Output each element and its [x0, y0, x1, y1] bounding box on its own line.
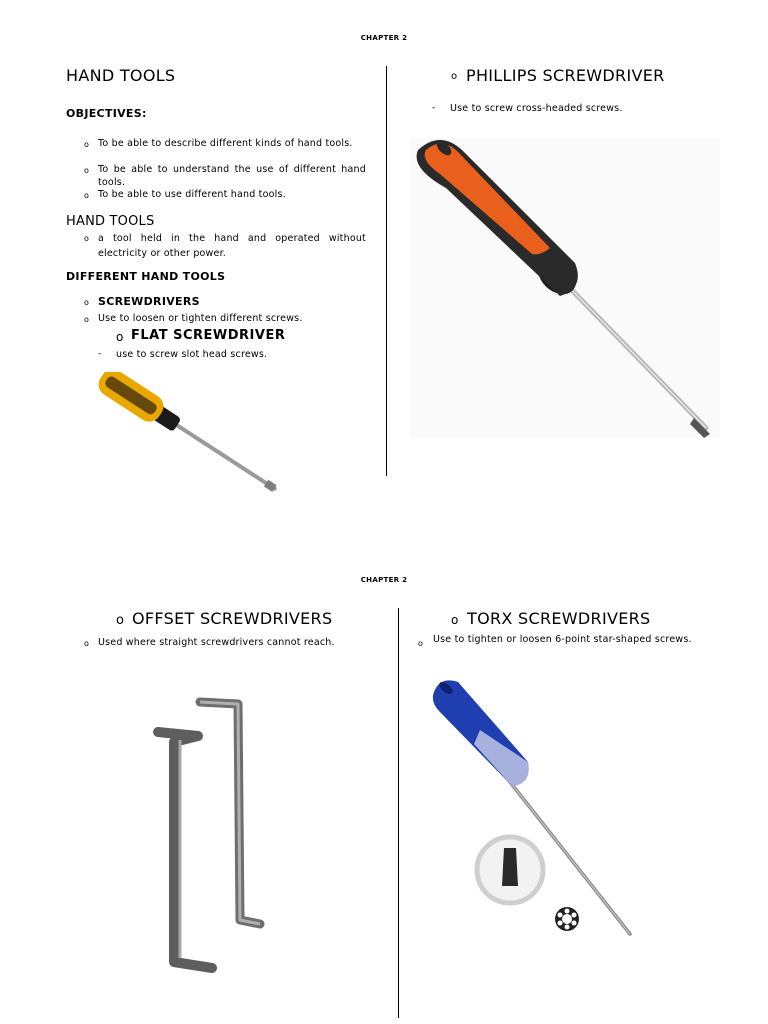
hand-tools-definition: a tool held in the hand and operated without electricity or other power. — [98, 233, 366, 259]
column-divider — [386, 66, 387, 476]
phillips-screwdriver-heading: PHILLIPS SCREWDRIVER — [466, 66, 665, 85]
page-title: HAND TOOLS — [66, 66, 176, 85]
bullet-icon: o — [84, 166, 89, 175]
objective-item-3: To be able to use different hand tools. — [98, 189, 286, 200]
document-page-2 — [0, 512, 768, 1024]
torx-screwdrivers-description: Use to tighten or loosen 6-point star-shaped screws. — [433, 634, 692, 645]
offset-screwdriver-image — [150, 692, 270, 982]
torx-screwdriver-image — [420, 672, 660, 952]
objective-item-2: To be able to understand the use of different hand tools. — [98, 164, 366, 188]
flat-screwdriver-description: use to screw slot head screws. — [116, 349, 268, 360]
different-hand-tools-heading: DIFFERENT HAND TOOLS — [66, 270, 226, 283]
offset-screwdrivers-description: Used where straight screwdrivers cannot reach. — [98, 637, 335, 648]
screwdrivers-description: Use to loosen or tighten different screws. — [98, 313, 303, 324]
dash-icon: - — [432, 103, 436, 113]
chapter-label: CHAPTER 2 — [360, 576, 408, 584]
dash-icon: - — [98, 349, 102, 359]
offset-driver-back-highlight — [200, 702, 260, 924]
screwdrivers-heading: SCREWDRIVERS — [98, 295, 200, 308]
chapter-label: CHAPTER 2 — [360, 34, 408, 42]
phillips-screwdriver-description: Use to screw cross-headed screws. — [450, 103, 623, 114]
hand-tools-heading: HAND TOOLS — [66, 214, 155, 229]
bullet-icon: o — [84, 639, 89, 648]
objective-item-1: To be able to describe different kinds of hand tools. — [98, 138, 353, 149]
flat-shaft — [174, 423, 277, 492]
phillips-screwdriver-image — [400, 128, 730, 448]
bullet-icon: o — [84, 234, 89, 243]
bullet-icon: o — [84, 315, 89, 324]
torx-bit-closeup-tip — [502, 848, 518, 886]
torx-screwdrivers-heading: TORX SCREWDRIVERS — [467, 609, 651, 628]
bullet-icon: o — [451, 71, 458, 82]
offset-driver-front — [158, 732, 212, 968]
column-divider — [398, 608, 399, 1018]
bullet-icon: o — [84, 191, 89, 200]
offset-driver-back — [200, 702, 260, 924]
bullet-icon: o — [116, 330, 124, 344]
offset-screwdrivers-heading: OFFSET SCREWDRIVERS — [132, 609, 333, 628]
objectives-heading: OBJECTIVES: — [66, 107, 147, 120]
bullet-icon: o — [84, 140, 89, 149]
bullet-icon: o — [84, 298, 89, 307]
torx-star-icon — [555, 907, 579, 931]
bullet-icon: o — [116, 613, 124, 628]
flat-screwdriver-image — [80, 372, 290, 512]
bullet-icon: o — [451, 613, 459, 627]
bullet-icon: o — [418, 639, 423, 648]
flat-screwdriver-heading: FLAT SCREWDRIVER — [131, 328, 286, 343]
